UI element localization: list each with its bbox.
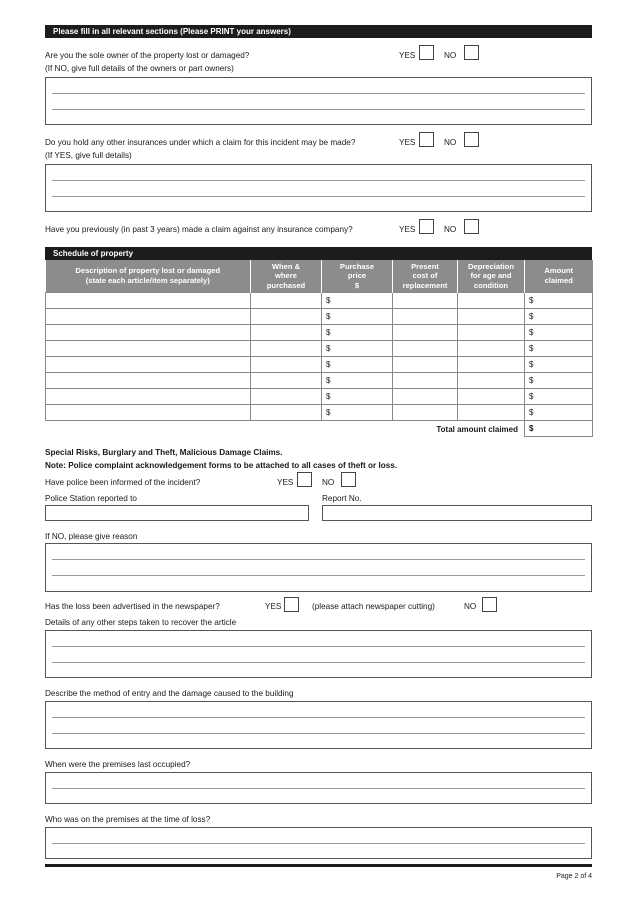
total-amount-label: Total amount claimed	[436, 424, 518, 434]
total-row	[46, 421, 593, 437]
question-other-insurance: Do you hold any other insurances under which a claim for this incident may be made?	[45, 138, 356, 147]
when-where-cell[interactable]	[251, 308, 322, 324]
col-depreciation	[458, 260, 525, 292]
special-heading: Special Risks, Burglary and Theft, Malicious Damage Claims.	[45, 448, 283, 457]
amount-claimed-cell[interactable]	[525, 405, 593, 421]
currency-symbol: $	[326, 327, 331, 337]
answer-line	[52, 559, 585, 560]
answer-line	[52, 717, 585, 718]
police-informed-no-checkbox[interactable]	[341, 472, 356, 487]
schedule-row	[46, 308, 593, 324]
police-informed-yes-checkbox[interactable]	[297, 472, 312, 487]
depreciation-cell[interactable]	[458, 356, 525, 372]
no-label: NO	[322, 478, 335, 487]
method-entry-field[interactable]	[45, 701, 592, 749]
sole-owner-no-checkbox[interactable]	[464, 45, 479, 60]
schedule-row	[46, 292, 593, 308]
col-price-line1: Purchase	[339, 261, 375, 271]
schedule-row	[46, 389, 593, 405]
col-amount-line1: Amount	[544, 266, 574, 276]
when-where-cell[interactable]	[251, 389, 322, 405]
if-no-reason-label: If NO, please give reason	[45, 532, 138, 541]
when-where-cell[interactable]	[251, 292, 322, 308]
answer-line	[52, 646, 585, 647]
footer-rule	[45, 864, 592, 867]
col-description-line2: (state each article/item separately)	[85, 275, 210, 285]
amount-claimed-cell[interactable]	[525, 389, 593, 405]
col-price-line3: $	[354, 280, 360, 290]
answer-line	[52, 575, 585, 576]
col-amount-claimed	[525, 260, 593, 292]
description-cell[interactable]	[46, 405, 251, 421]
col-present-cost	[393, 260, 458, 292]
last-occupied-label: When were the premises last occupied?	[45, 760, 191, 769]
present-cost-cell[interactable]	[393, 308, 458, 324]
question-police-informed: Have police been informed of the incident?	[45, 478, 201, 487]
currency-symbol: $	[529, 359, 534, 369]
currency-symbol: $	[326, 359, 331, 369]
currency-symbol: $	[326, 392, 331, 402]
depreciation-cell[interactable]	[458, 324, 525, 340]
currency-symbol: $	[529, 424, 534, 434]
previous-claim-no-checkbox[interactable]	[464, 219, 479, 234]
description-cell[interactable]	[46, 324, 251, 340]
present-cost-cell[interactable]	[393, 372, 458, 388]
answer-line	[52, 843, 585, 844]
question-sole-owner-note: (If NO, give full details of the owners or part owners)	[45, 64, 234, 73]
description-cell[interactable]	[46, 356, 251, 372]
yes-label: YES	[399, 51, 416, 60]
when-where-cell[interactable]	[251, 405, 322, 421]
amount-claimed-cell[interactable]	[525, 308, 593, 324]
schedule-row	[46, 372, 593, 388]
other-insurance-yes-checkbox[interactable]	[419, 132, 434, 147]
when-where-cell[interactable]	[251, 324, 322, 340]
last-occupied-field[interactable]	[45, 772, 592, 804]
currency-symbol: $	[529, 311, 534, 321]
other-steps-label: Details of any other steps taken to recover the article	[45, 618, 237, 627]
amount-claimed-cell[interactable]	[525, 372, 593, 388]
present-cost-cell[interactable]	[393, 405, 458, 421]
total-spacer	[46, 421, 322, 437]
currency-symbol: $	[529, 392, 534, 402]
purchase-price-cell[interactable]	[322, 405, 393, 421]
yes-label: YES	[399, 138, 416, 147]
col-present-line3: replacement	[402, 280, 448, 290]
description-cell[interactable]	[46, 372, 251, 388]
advertised-yes-checkbox[interactable]	[284, 597, 299, 612]
answer-line	[52, 93, 585, 94]
question-advertised: Has the loss been advertised in the newspaper?	[45, 602, 220, 611]
description-cell[interactable]	[46, 389, 251, 405]
special-note: Note: Police complaint acknowledgement forms to be attached to all cases of theft or loss.	[45, 461, 398, 470]
no-label: NO	[444, 138, 457, 147]
depreciation-cell[interactable]	[458, 389, 525, 405]
advertised-no-checkbox[interactable]	[482, 597, 497, 612]
previous-claim-yes-checkbox[interactable]	[419, 219, 434, 234]
col-description	[46, 260, 251, 292]
purchase-price-cell[interactable]	[322, 340, 393, 356]
depreciation-cell[interactable]	[458, 340, 525, 356]
col-present-line1: Present	[411, 261, 439, 271]
schedule-row	[46, 324, 593, 340]
currency-symbol: $	[326, 311, 331, 321]
owners-details-field[interactable]	[45, 77, 592, 125]
currency-symbol: $	[529, 295, 534, 305]
present-cost-cell[interactable]	[393, 292, 458, 308]
col-when-line2: where	[275, 271, 297, 280]
schedule-row	[46, 356, 593, 372]
purchase-price-cell[interactable]	[322, 308, 393, 324]
answer-line	[52, 180, 585, 181]
schedule-row	[46, 340, 593, 356]
currency-symbol: $	[529, 408, 534, 418]
currency-symbol: $	[529, 343, 534, 353]
col-dep-line3: condition	[473, 280, 509, 290]
currency-symbol: $	[326, 408, 331, 418]
no-label: NO	[444, 225, 457, 234]
yes-label: YES	[399, 225, 416, 234]
yes-label: YES	[265, 602, 282, 611]
amount-claimed-cell[interactable]	[525, 340, 593, 356]
schedule-table	[45, 260, 593, 437]
question-previous-claim: Have you previously (in past 3 years) made a claim against any insurance company?	[45, 225, 353, 234]
col-when-where	[251, 260, 322, 292]
description-cell[interactable]	[46, 308, 251, 324]
section-header-title: Please fill in all relevant sections (Please PRINT your answers)	[53, 27, 291, 36]
purchase-price-cell[interactable]	[322, 372, 393, 388]
page-number: Page 2 of 4	[556, 873, 592, 880]
purchase-price-cell[interactable]	[322, 324, 393, 340]
schedule-row	[46, 405, 593, 421]
col-dep-line1: Depreciation	[468, 261, 514, 271]
col-when-line3: purchased	[266, 280, 306, 290]
method-entry-label: Describe the method of entry and the damage caused to the building	[45, 689, 294, 698]
present-cost-cell[interactable]	[393, 324, 458, 340]
description-cell[interactable]	[46, 340, 251, 356]
police-station-label: Police Station reported to	[45, 494, 137, 503]
depreciation-cell[interactable]	[458, 308, 525, 324]
amount-claimed-cell[interactable]	[525, 324, 593, 340]
when-where-cell[interactable]	[251, 372, 322, 388]
col-description-line1: Description of property lost or damaged	[75, 266, 221, 276]
col-present-line2: cost of	[412, 271, 438, 280]
who-on-premises-label: Who was on the premises at the time of loss?	[45, 815, 211, 824]
reason-field[interactable]	[45, 543, 592, 592]
schedule-header-row	[46, 260, 593, 292]
police-station-field[interactable]	[45, 505, 309, 521]
answer-line	[52, 662, 585, 663]
sole-owner-yes-checkbox[interactable]	[419, 45, 434, 60]
attach-cutting-note: (please attach newspaper cutting)	[312, 602, 435, 611]
yes-label: YES	[277, 478, 294, 487]
when-where-cell[interactable]	[251, 356, 322, 372]
currency-symbol: $	[326, 295, 331, 305]
no-label: NO	[444, 51, 457, 60]
section-header	[45, 25, 592, 38]
depreciation-cell[interactable]	[458, 405, 525, 421]
currency-symbol: $	[529, 376, 534, 386]
col-purchase-price	[322, 260, 393, 292]
no-label: NO	[464, 602, 477, 611]
currency-symbol: $	[326, 376, 331, 386]
amount-claimed-cell[interactable]	[525, 356, 593, 372]
col-amount-line2: claimed	[544, 275, 573, 285]
answer-line	[52, 733, 585, 734]
question-sole-owner: Are you the sole owner of the property lost or damaged?	[45, 51, 250, 60]
col-price-line2: price	[347, 271, 367, 280]
present-cost-cell[interactable]	[393, 356, 458, 372]
col-dep-line2: for age and	[470, 271, 512, 280]
schedule-header	[45, 247, 592, 260]
total-amount-cell[interactable]	[525, 421, 593, 437]
report-no-label: Report No.	[322, 494, 362, 503]
answer-line	[52, 788, 585, 789]
other-insurance-details-field[interactable]	[45, 164, 592, 212]
purchase-price-cell[interactable]	[322, 292, 393, 308]
answer-line	[52, 196, 585, 197]
present-cost-cell[interactable]	[393, 389, 458, 405]
other-insurance-no-checkbox[interactable]	[464, 132, 479, 147]
description-cell[interactable]	[46, 292, 251, 308]
depreciation-cell[interactable]	[458, 292, 525, 308]
when-where-cell[interactable]	[251, 340, 322, 356]
report-no-field[interactable]	[322, 505, 592, 521]
depreciation-cell[interactable]	[458, 372, 525, 388]
question-other-insurance-note: (If YES, give full details)	[45, 151, 132, 160]
other-steps-field[interactable]	[45, 630, 592, 678]
who-on-premises-field[interactable]	[45, 827, 592, 859]
present-cost-cell[interactable]	[393, 340, 458, 356]
currency-symbol: $	[529, 327, 534, 337]
purchase-price-cell[interactable]	[322, 356, 393, 372]
purchase-price-cell[interactable]	[322, 389, 393, 405]
schedule-title: Schedule of property	[53, 249, 134, 258]
currency-symbol: $	[326, 343, 331, 353]
answer-line	[52, 109, 585, 110]
amount-claimed-cell[interactable]	[525, 292, 593, 308]
col-when-line1: When &	[271, 261, 301, 271]
